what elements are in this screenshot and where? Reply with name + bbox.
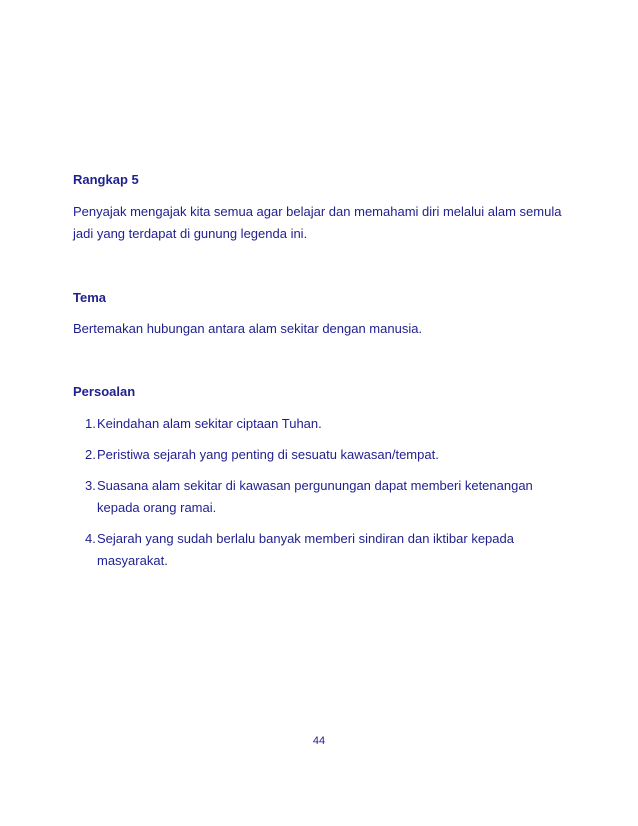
list-item bbox=[85, 528, 575, 572]
rangkap-heading: Rangkap 5 bbox=[73, 172, 139, 187]
persoalan-list bbox=[85, 413, 575, 581]
list-item bbox=[85, 444, 575, 466]
list-item-number: 2. bbox=[85, 447, 96, 462]
persoalan-heading: Persoalan bbox=[73, 384, 136, 399]
list-item-number: 3. bbox=[85, 478, 96, 493]
list-item-text: Keindahan alam sekitar ciptaan Tuhan. bbox=[97, 416, 322, 431]
tema-paragraph: Bertemakan hubungan antara alam sekitar dengan manusia. bbox=[73, 321, 423, 336]
list-item bbox=[85, 413, 575, 435]
list-item-text: Peristiwa sejarah yang penting di sesuatu kawasan/tempat. bbox=[97, 447, 439, 462]
list-item bbox=[85, 475, 575, 519]
list-item-number: 4. bbox=[85, 531, 96, 546]
list-item-number: 1. bbox=[85, 416, 96, 431]
list-item-text: Sejarah yang sudah berlalu banyak memberi sindiran dan iktibar kepada masyarakat. bbox=[97, 531, 514, 568]
rangkap-paragraph: Penyajak mengajak kita semua agar belajar dan memahami diri melalui alam semula jadi yang terdapat di gunung legenda ini. bbox=[73, 204, 562, 241]
list-item-text: Suasana alam sekitar di kawasan pergunungan dapat memberi ketenangan kepada orang ramai. bbox=[97, 478, 533, 515]
page-number: 44 bbox=[312, 735, 326, 747]
tema-heading: Tema bbox=[73, 290, 106, 305]
